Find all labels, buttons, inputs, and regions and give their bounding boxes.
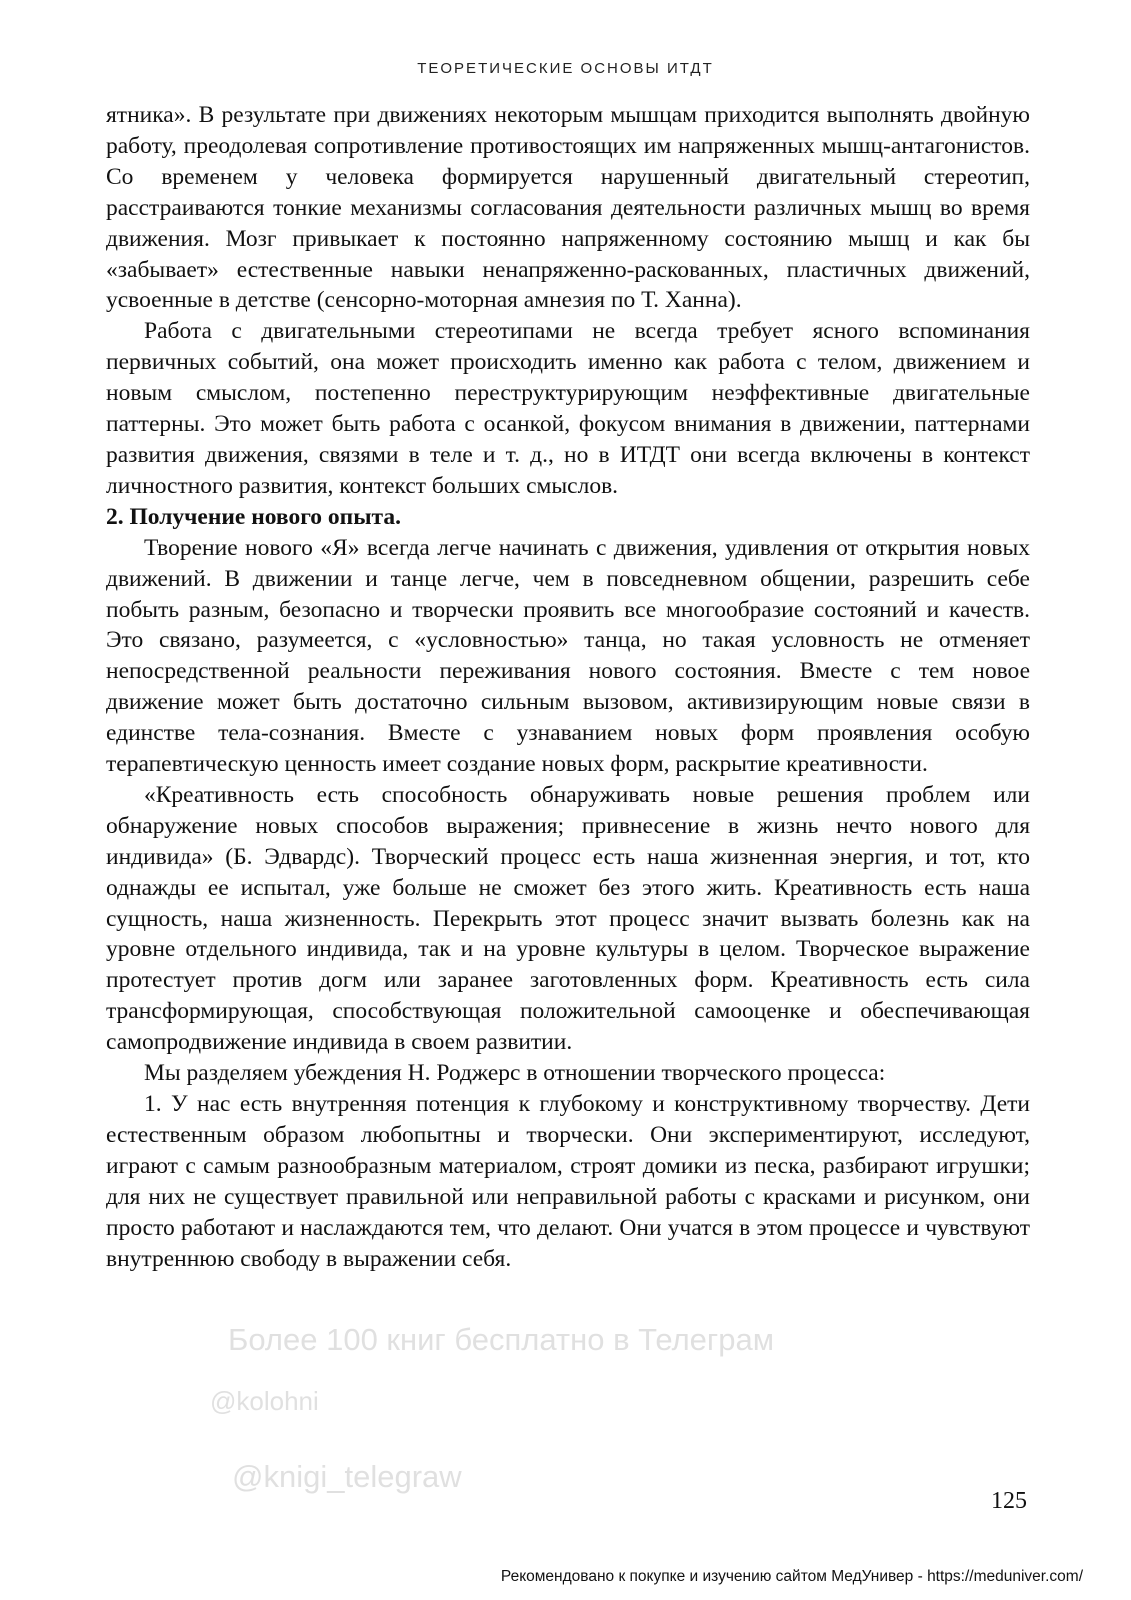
paragraph-5: Мы разделяем убеждения Н. Роджерс в отношении творческого процесса: [144,1060,886,1087]
paragraph-1: ятника». В результате при движениях некоторым мышцам приходится выполнять двойную работу, преодолевая сопротивление противостоящих им напряженных мышц-антагонистов. Со временем у человека формируется нарушенный двигательный стереотип, расстраиваются тонкие механизмы согласования деятельности различных мышц во время движения. Мозг привыкает к постоянно напряженному состоянию мышц и как бы «забывает» естественные навыки ненапряженно-раскованных, пластичных движений, усвоенные в детстве (сенсорно-моторная амнезия по Т. Ханна). [106,102,1030,314]
running-head: ТЕОРЕТИЧЕСКИЕ ОСНОВЫ ИТДТ [417,60,714,77]
watermark-line-2: @kolohni [210,1386,319,1416]
footer-note: Рекомендовано к покупке и изучению сайтом МедУнивер - https://meduniver.com/ [500,1568,1083,1585]
paragraph-2: Работа с двигательными стереотипами не всегда требует ясного вспоминания первичных событий, она может происходить именно как работа с телом, движением и новым смыслом, постепенно переструктурирующим неэффективные двигательные паттерны. Это может быть работа с осанкой, фокусом внимания в движении, паттернами развития движения, связями в теле и т. д., но в ИТДТ они всегда включены в контекст личностного развития, контекст больших смыслов. [106,318,1030,499]
paragraph-3: Творение нового «Я» всегда легче начинать с движения, удивления от открытия новых движений. В движении и танце легче, чем в повседневном общении, разрешить себе побыть разным, безопасно и творчески проявить все многообразие состояний и качеств. Это связано, разумеется, с «условностью» танца, но такая условность не отменяет непосредственной реальности переживания нового состояния. Вместе с тем новое движение может быть достаточно сильным вызовом, активизирующим новые связи в единстве тела-сознания. Вместе с узнаванием новых форм проявления особую терапевтическую ценность имеет создание новых форм, раскрытие креативности. [106,534,1030,778]
watermark-line-1: Более 100 книг бесплатно в Телеграм [228,1322,775,1357]
body-text [106,100,1030,1274]
section-heading: 2. Получение нового опыта. [106,503,402,530]
paragraph-4: «Креативность есть способность обнаруживать новые решения проблем или обнаружение новых способов выражения; привнесение в жизнь нечто нового для индивида» (Б. Эдвардс). Творческий процесс есть наша жизненная энергия, и тот, кто однажды ее испытал, уже больше не сможет без этого жить. Креативность есть наша сущность, наша жизненность. Перекрыть этот процесс значит вызвать болезнь как на уровне отдельного индивида, так и на уровне культуры в целом. Творческое выражение протестует против догм или заранее заготовленных форм. Креативность есть сила трансформирующая, способствующая положительной самооценке и обеспечивающая самопродвижение индивида в своем развитии. [106,781,1030,1056]
paragraph-6: 1. У нас есть внутренняя потенция к глубокому и конструктивному творчеству. Дети естественным образом любопытны и творчески. Они экспериментируют, исследуют, играют с самым разнообразным материалом, строят домики из песка, разбирают игрушки; для них не существует правильной или неправильной работы с красками и рисунком, они просто работают и наслаждаются тем, что делают. Они учатся в этом процессе и чувствуют внутреннюю свободу в выражении себя. [106,1091,1030,1272]
watermark-line-3: @knigi_telegraw [232,1459,462,1494]
page-number: 125 [991,1488,1027,1514]
